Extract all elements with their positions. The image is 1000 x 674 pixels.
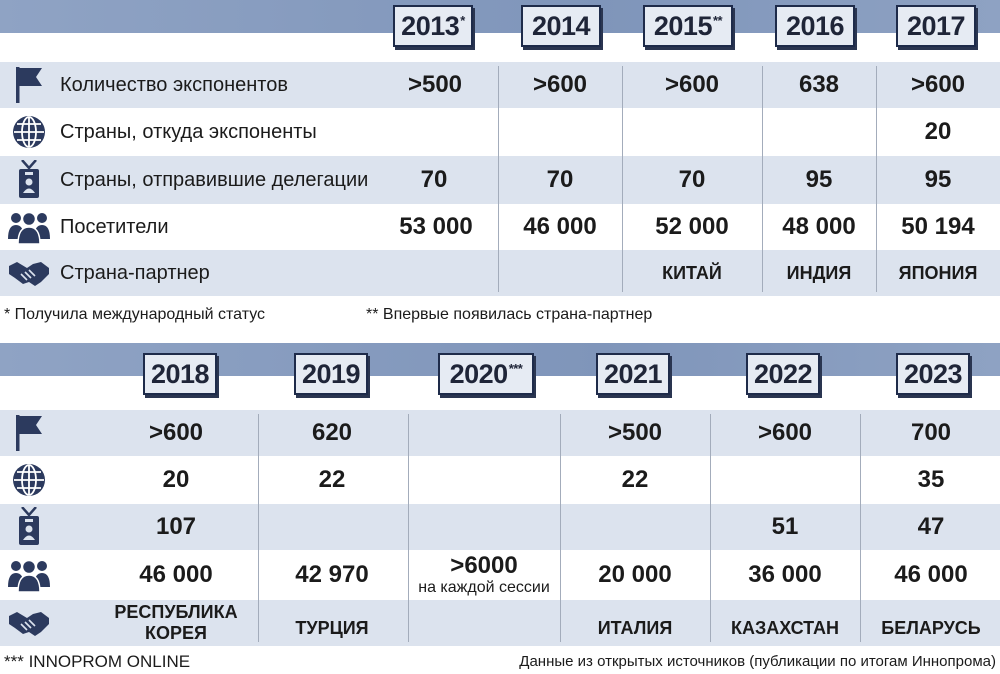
year-sup: ** — [712, 12, 723, 28]
handshake-icon — [6, 250, 52, 296]
top-row-delegations — [0, 156, 1000, 204]
year-label: 2021 — [603, 358, 663, 389]
cell-2017-delegations: 95 — [924, 166, 952, 193]
cell-2013-exhibitors: >500 — [407, 71, 463, 98]
cell-2014-exhibitors: >600 — [532, 71, 588, 98]
cell-2013-visitors: 53 000 — [399, 213, 473, 240]
footnote-two: ** Впервые появилась страна-партнер — [366, 306, 653, 323]
cell-2021-partner: ИТАЛИЯ — [597, 617, 673, 638]
year-2015 — [643, 5, 733, 47]
cell-2020-exhibitors — [408, 410, 560, 456]
cell-2023-partner: БЕЛАРУСЬ — [881, 617, 981, 638]
cell-2015-exhibitors: >600 — [664, 71, 720, 98]
visitors-2020-value: >6000 — [450, 552, 518, 579]
row-label-countries: Страны, откуда экспоненты — [60, 120, 317, 143]
top-row-visitors — [0, 204, 1000, 250]
row-label-exhibitors: Количество экспонентов — [60, 73, 288, 96]
partner-2018-line1: РЕСПУБЛИКА — [114, 602, 238, 623]
cell-2019-visitors: 42 970 — [295, 561, 369, 588]
cell-2013-countries — [380, 108, 490, 156]
year-label: 2014 — [531, 10, 591, 41]
cell-2018-exhibitors: >600 — [148, 419, 204, 446]
year-2016 — [775, 5, 855, 47]
year-label: 2016 — [785, 10, 845, 41]
cell-2014-visitors: 46 000 — [523, 213, 597, 240]
cell-2018-delegations: 107 — [155, 513, 197, 540]
bottom-divider — [710, 414, 711, 642]
bottom-divider — [560, 414, 561, 642]
partner-2018-line2: КОРЕЯ — [145, 623, 207, 643]
year-sup: *** — [508, 360, 523, 376]
year-label: 2015 — [653, 10, 712, 41]
cell-2019-exhibitors: 620 — [311, 419, 353, 446]
year-label: 2017 — [906, 10, 966, 41]
top-divider — [762, 66, 763, 292]
year-sup: * — [460, 12, 465, 28]
bottom-row-exhibitors — [0, 410, 1000, 456]
cell-2022-countries — [710, 456, 860, 504]
bottom-divider — [860, 414, 861, 642]
year-2022 — [746, 353, 820, 395]
cell-2023-delegations: 47 — [917, 513, 945, 540]
top-row-partner — [0, 250, 1000, 296]
year-2020 — [438, 353, 534, 395]
cell-2020-visitors — [408, 550, 560, 600]
cell-2015-delegations: 70 — [678, 166, 706, 193]
top-row-countries — [0, 108, 1000, 156]
bottom-row-countries — [0, 456, 1000, 504]
cell-2016-countries — [762, 108, 876, 156]
bottom-row-partner — [0, 600, 1000, 646]
cell-2017-exhibitors: >600 — [910, 71, 966, 98]
top-row-exhibitors — [0, 62, 1000, 108]
cell-2023-visitors: 46 000 — [894, 561, 968, 588]
cell-2019-partner: ТУРЦИЯ — [295, 617, 369, 638]
cell-2016-delegations: 95 — [805, 166, 833, 193]
cell-2014-countries — [498, 108, 622, 156]
top-divider — [622, 66, 623, 292]
badge-icon — [6, 156, 52, 204]
cell-2023-countries: 35 — [917, 466, 945, 493]
handshake-icon — [6, 600, 52, 646]
cell-2017-partner: ЯПОНИЯ — [898, 262, 978, 283]
cell-2017-countries: 20 — [924, 118, 952, 145]
cell-2015-partner: КИТАЙ — [662, 262, 722, 283]
year-label: 2020 — [449, 358, 508, 389]
cell-2016-exhibitors: 638 — [798, 71, 840, 98]
cell-2023-exhibitors: 700 — [910, 419, 952, 446]
year-label: 2013 — [401, 10, 460, 41]
year-2018 — [143, 353, 217, 395]
source-note: Данные из открытых источников (публикации по итогам Иннопрома) — [519, 653, 996, 670]
cell-2015-countries — [622, 108, 762, 156]
cell-2021-countries: 22 — [621, 466, 649, 493]
cell-2022-visitors: 36 000 — [748, 561, 822, 588]
cell-2014-partner — [498, 250, 622, 296]
year-label: 2023 — [903, 358, 963, 389]
row-label-visitors: Посетители — [60, 215, 169, 238]
top-divider — [498, 66, 499, 292]
bottom-row-visitors — [0, 550, 1000, 600]
globe-icon — [6, 456, 52, 504]
row-label-partner: Страна-партнер — [60, 261, 210, 284]
cell-2020-countries — [408, 456, 560, 504]
top-divider — [876, 66, 877, 292]
cell-2018-countries: 20 — [162, 466, 190, 493]
cell-2022-delegations: 51 — [771, 513, 799, 540]
year-2014 — [521, 5, 601, 47]
bottom-divider — [408, 414, 409, 642]
year-2023 — [896, 353, 970, 395]
cell-2021-visitors: 20 000 — [598, 561, 672, 588]
cell-2013-delegations: 70 — [420, 166, 448, 193]
cell-2016-partner: ИНДИЯ — [786, 262, 852, 283]
globe-icon — [6, 108, 52, 156]
cell-2021-exhibitors: >500 — [607, 419, 663, 446]
bottom-divider — [258, 414, 259, 642]
people-icon — [6, 204, 52, 250]
cell-2018-visitors: 46 000 — [139, 561, 213, 588]
cell-2019-delegations — [258, 504, 406, 550]
cell-2015-visitors: 52 000 — [655, 213, 729, 240]
year-label: 2019 — [301, 358, 361, 389]
cell-2020-delegations — [408, 504, 560, 550]
flag-icon — [6, 410, 52, 456]
row-label-delegations: Страны, отправившие делегации — [60, 168, 369, 191]
cell-2022-exhibitors: >600 — [757, 419, 813, 446]
bottom-row-delegations — [0, 504, 1000, 550]
cell-2017-visitors: 50 194 — [901, 213, 975, 240]
cell-2016-visitors: 48 000 — [782, 213, 856, 240]
year-2019 — [294, 353, 368, 395]
year-2013 — [393, 5, 473, 47]
cell-2020-partner — [408, 600, 560, 646]
cell-2014-delegations: 70 — [546, 166, 574, 193]
cell-2022-partner: КАЗАХСТАН — [731, 617, 839, 638]
footnote-three: *** INNOPROM ONLINE — [4, 652, 191, 671]
footnote-one: * Получила международный статус — [4, 306, 266, 323]
cell-2019-countries: 22 — [318, 466, 346, 493]
visitors-2020-note: на каждой сессии — [418, 579, 550, 597]
badge-icon — [6, 504, 52, 550]
year-2021 — [596, 353, 670, 395]
year-2017 — [896, 5, 976, 47]
flag-icon — [6, 62, 52, 108]
cell-2013-partner — [380, 250, 490, 296]
cell-2018-partner — [96, 600, 256, 646]
year-label: 2018 — [150, 358, 210, 389]
cell-2021-delegations — [560, 504, 710, 550]
year-label: 2022 — [753, 358, 813, 389]
people-icon — [6, 550, 52, 600]
